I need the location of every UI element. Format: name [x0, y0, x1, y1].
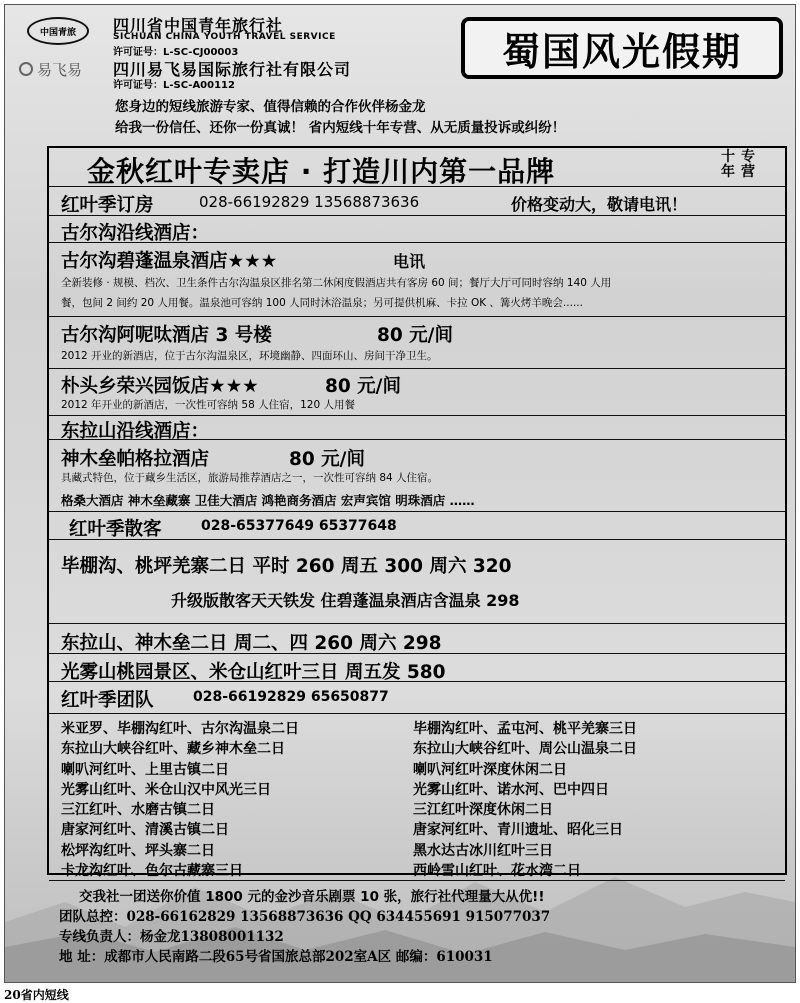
hotel3-row	[49, 369, 785, 416]
booking-row	[49, 187, 785, 216]
list-item: 三江红叶、水磨古镇二日	[61, 802, 215, 819]
agency2-name: 四川易飞易国际旅行社有限公司	[113, 60, 352, 79]
section-gerou-title: 古尔沟沿线酒店：	[61, 223, 210, 244]
section-dongla-title: 东拉山沿线酒店：	[61, 421, 210, 442]
list-item: 喇叭河红叶、上里古镇二日	[61, 761, 229, 778]
scatter-phones: 028-65377649 65377648	[201, 518, 397, 534]
tour2-row	[49, 624, 785, 654]
advertisement	[4, 4, 796, 983]
agency1-name: 四川省中国青年旅行社	[113, 16, 284, 35]
booking-phones: 028-66192829 13568873636	[199, 193, 420, 211]
tour1-upgrade: 升级版散客天天铁发 住碧蓬温泉酒店含温泉 298	[171, 591, 520, 610]
section-gerou	[49, 216, 785, 243]
cyts-logo	[27, 17, 89, 45]
slogan-line-1: 您身边的短线旅游专家、值得信赖的合作伙伴杨金龙	[115, 99, 426, 115]
group-phones: 028-66192829 65650877	[193, 689, 389, 705]
promo-row	[49, 881, 785, 906]
list-item: 东拉山大峡谷红叶、周公山温泉二日	[413, 741, 637, 758]
headline-row	[49, 148, 785, 187]
section-dongla	[49, 416, 785, 440]
agency1-license: 许可证号：L-SC-CJ00003	[113, 47, 239, 58]
content-box	[47, 146, 787, 905]
hotel2-name: 古尔沟阿呢呔酒店 3 号楼	[61, 325, 272, 346]
list-item: 东拉山大峡谷红叶、藏乡神木垒二日	[61, 741, 285, 758]
yifeiyi-logo	[19, 59, 103, 79]
hotel1-row	[49, 243, 785, 317]
footer-manager-line: 专线负责人：杨金龙13808001132	[59, 929, 284, 945]
yifeiyi-logo-text: 易飞易	[37, 60, 83, 79]
ten-year-tag	[721, 150, 761, 180]
hotel4-price: 80 元/间	[289, 449, 365, 470]
hotel2-price: 80 元/间	[377, 325, 453, 346]
routes-left-list	[61, 719, 299, 881]
hotel4-name: 神木垒帕格拉酒店	[61, 449, 210, 470]
hotel3-name: 朴头乡荣兴园饭店★★★	[61, 376, 259, 397]
hotel1-desc-1: 全新装修 · 规模、档次、卫生条件古尔沟温泉区排名第二休闲度假酒店共有客房 60 间；餐厅大厅可同时容纳 140 人用	[61, 277, 612, 289]
ad-title: 蜀国风光假期	[461, 17, 783, 79]
tour1-row	[49, 540, 785, 624]
list-item: 光雾山红叶、诺水河、巴中四日	[413, 781, 609, 798]
agency1-english-name: SICHUAN CHINA YOUTH TRAVEL SERVICE	[113, 32, 336, 42]
hotel3-desc: 2012 年开业的新酒店，一次性可容纳 58 人住宿，120 人用餐	[61, 399, 355, 411]
promo: 交我社一团送你价值 1800 元的金沙音乐剧票 10 张，旅行社代理量大从优!!	[79, 889, 545, 905]
cyts-logo-text: 中国青旅	[39, 27, 76, 38]
list-item: 卡龙沟红叶、色尔古藏寨三日	[61, 863, 243, 880]
footer-address-line: 地 址：成都市人民南路二段65号省国旅总部202室A区 邮编：610031	[59, 949, 493, 965]
tour2: 东拉山、神木垒二日 周二、四 260 周六 298	[61, 633, 442, 654]
hotel2-desc: 2012 开业的新酒店，位于古尔沟温泉区，环境幽静、四面环山、房间干净卫生。	[61, 350, 438, 362]
scatter-row	[49, 512, 785, 540]
list-item: 毕棚沟红叶、孟屯河、桃平羌寨三日	[413, 721, 637, 737]
tour3-row	[49, 654, 785, 682]
booking-label: 红叶季订房	[61, 195, 154, 216]
list-item: 黑水达古冰川红叶三日	[413, 842, 553, 859]
group-label: 红叶季团队	[61, 690, 154, 711]
scatter-label: 红叶季散客	[69, 519, 162, 540]
tour1: 毕棚沟、桃坪羌寨二日 平时 260 周五 300 周六 320	[61, 556, 512, 577]
routes-right-list	[413, 719, 637, 881]
tour3: 光雾山桃园景区、米仓山红叶三日 周五发 580	[61, 662, 446, 683]
routes-row	[49, 714, 785, 881]
hotel4-desc: 具藏式特色，位于藏乡生活区，旅游局推荐酒店之一，一次性可容纳 84 人住宿。	[61, 472, 439, 484]
booking-note: 价格变动大，敬请电讯！	[511, 195, 688, 214]
hotel2-row	[49, 317, 785, 369]
hotel1-name: 古尔沟碧蓬温泉酒店★★★	[61, 251, 278, 272]
page-label: 20省内短线	[4, 988, 69, 1002]
group-row	[49, 682, 785, 714]
tag-line-1: 十专	[721, 149, 761, 165]
list-item: 三江红叶深度休闲二日	[413, 802, 553, 819]
list-item: 唐家河红叶、清溪古镇二日	[61, 822, 229, 839]
slogan-line-2: 给我一份信任、还你一份真诚！ 省内短线十年专营、从无质量投诉或纠纷！	[115, 120, 566, 136]
yifeiyi-logo-icon	[19, 62, 33, 76]
footer-contact-line: 团队总控：028-66162829 13568873636 QQ 634455691 915077037	[59, 909, 551, 925]
list-item: 唐家河红叶、青川遗址、昭化三日	[413, 822, 623, 839]
list-item: 喇叭河红叶深度休闲二日	[413, 761, 567, 778]
list-item: 西岭雪山红叶、花水湾二日	[413, 863, 581, 880]
hotel1-desc-2: 餐，包间 2 间约 20 人用餐。温泉池可容纳 100 人同时沐浴温泉；另可提供机麻、卡拉 OK 、篝火烤羊晚会......	[61, 297, 583, 309]
hotel4-other-hotels: 格桑大酒店 神木垒藏寨 卫佳大酒店 鸿艳商务酒店 宏声宾馆 明珠酒店 ……	[61, 493, 475, 508]
hotel4-row	[49, 440, 785, 512]
tag-line-2: 年营	[721, 164, 761, 180]
hotel1-price: 电讯	[393, 252, 426, 271]
list-item: 光雾山红叶、米仓山汉中风光三日	[61, 781, 271, 798]
headline: 金秋红叶专卖店 · 打造川内第一品牌	[87, 155, 556, 188]
header	[5, 5, 795, 145]
hotel3-price: 80 元/间	[325, 376, 401, 397]
list-item: 松坪沟红叶、坪头寨二日	[61, 842, 215, 859]
agency2-license: 许可证号：L-SC-A00112	[113, 80, 235, 91]
list-item: 米亚罗、毕棚沟红叶、古尔沟温泉二日	[61, 721, 299, 737]
